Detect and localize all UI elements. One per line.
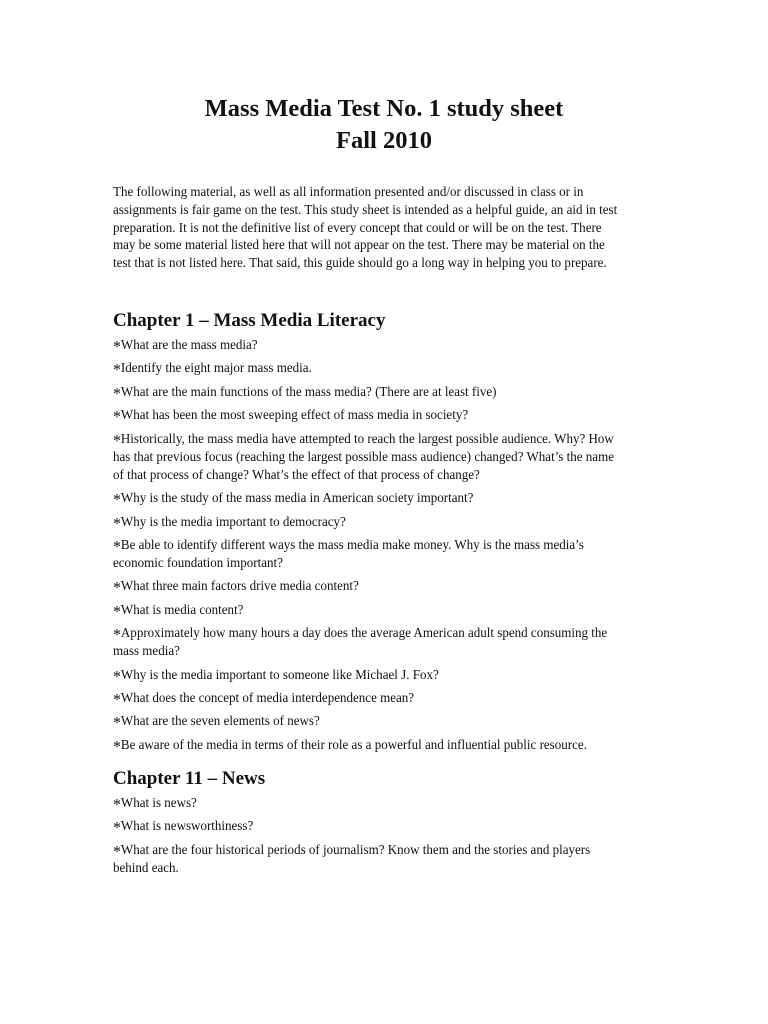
question-item	[113, 537, 620, 573]
section-heading: Chapter 11 – News	[113, 767, 266, 789]
question-item	[113, 431, 620, 484]
asterisk-bullet-icon: *	[113, 666, 121, 686]
asterisk-bullet-icon: *	[113, 536, 121, 556]
question-text: Approximately how many hours a day does the average American adult spend consuming the mass media?	[113, 626, 608, 660]
question-text: Identify the eight major mass media.	[120, 361, 312, 377]
asterisk-bullet-icon: *	[113, 736, 121, 756]
asterisk-bullet-icon: *	[113, 713, 121, 733]
question-text: What are the main functions of the mass media? (There are at least five)	[120, 384, 497, 400]
question-text: Why is the media important to someone like Michael J. Fox?	[120, 667, 439, 683]
asterisk-bullet-icon: *	[113, 513, 121, 533]
question-item	[113, 667, 620, 685]
question-list	[113, 795, 658, 878]
question-text: What three main factors drive media content?	[120, 579, 359, 595]
question-list	[113, 337, 658, 755]
asterisk-bullet-icon: *	[113, 360, 121, 380]
asterisk-bullet-icon: *	[113, 430, 121, 450]
asterisk-bullet-icon: *	[113, 625, 121, 645]
question-text: What does the concept of media interdependence mean?	[120, 691, 415, 706]
asterisk-bullet-icon: *	[113, 407, 121, 427]
intro-paragraph: The following material, as well as all information presented and/or discussed in class or in assignments is fair game on the test. This study sheet is intended as a helpful guide, an aid in test preparation. It is not the definitive list of every concept that could or will be on the test. There may be some material listed here that will not appear on the test. There may be material on the test that is not listed here. That said, this guide should go a long way in helping you to prepare.	[113, 185, 618, 272]
question-text: Be able to identify different ways the mass media make money. Why is the mass media’s economic foundation important?	[113, 537, 584, 571]
asterisk-bullet-icon: *	[113, 383, 121, 403]
asterisk-bullet-icon: *	[113, 578, 121, 598]
question-item	[113, 578, 620, 596]
question-item	[113, 407, 620, 425]
title-block	[0, 93, 768, 157]
asterisk-bullet-icon: *	[113, 601, 121, 621]
page-title: Mass Media Test No. 1 study sheet	[204, 95, 564, 122]
question-text: What has been the most sweeping effect of mass media in society?	[120, 408, 469, 424]
asterisk-bullet-icon: *	[113, 490, 121, 510]
question-text: What are the four historical periods of journalism? Know them and the stories and players behind each.	[113, 842, 591, 876]
question-item	[113, 384, 620, 402]
question-item	[113, 737, 620, 755]
question-item	[113, 795, 620, 813]
question-item	[113, 514, 620, 532]
question-item	[113, 602, 620, 620]
asterisk-bullet-icon: *	[113, 337, 121, 356]
sections-container	[113, 309, 658, 883]
question-item	[113, 625, 620, 661]
question-item	[113, 818, 620, 836]
page-subtitle: Fall 2010	[336, 127, 432, 154]
question-item	[113, 360, 620, 378]
question-text: What are the seven elements of news?	[120, 714, 320, 730]
asterisk-bullet-icon: *	[113, 818, 121, 838]
section-heading: Chapter 1 – Mass Media Literacy	[113, 310, 386, 331]
asterisk-bullet-icon: *	[113, 690, 121, 709]
question-text: Historically, the mass media have attempted to reach the largest possible audience. Why? How has that previous focus (reaching the largest possible mass audience) changed? What’s the name of that process of change? What’s the effect of that process of change?	[113, 431, 614, 483]
question-text: What is newsworthiness?	[120, 819, 254, 835]
question-text: What is media content?	[120, 602, 244, 618]
asterisk-bullet-icon: *	[113, 794, 121, 814]
question-text: Why is the study of the mass media in American society important?	[120, 491, 474, 507]
question-text: What are the mass media?	[120, 338, 258, 353]
question-item	[113, 842, 620, 878]
question-item	[113, 713, 620, 731]
question-item	[113, 690, 620, 708]
question-text: Why is the media important to democracy?	[120, 514, 346, 530]
question-text: Be aware of the media in terms of their role as a powerful and influential public resource.	[120, 737, 587, 753]
question-item	[113, 337, 620, 355]
question-item	[113, 490, 620, 508]
question-text: What is news?	[120, 795, 197, 811]
asterisk-bullet-icon: *	[113, 841, 121, 861]
